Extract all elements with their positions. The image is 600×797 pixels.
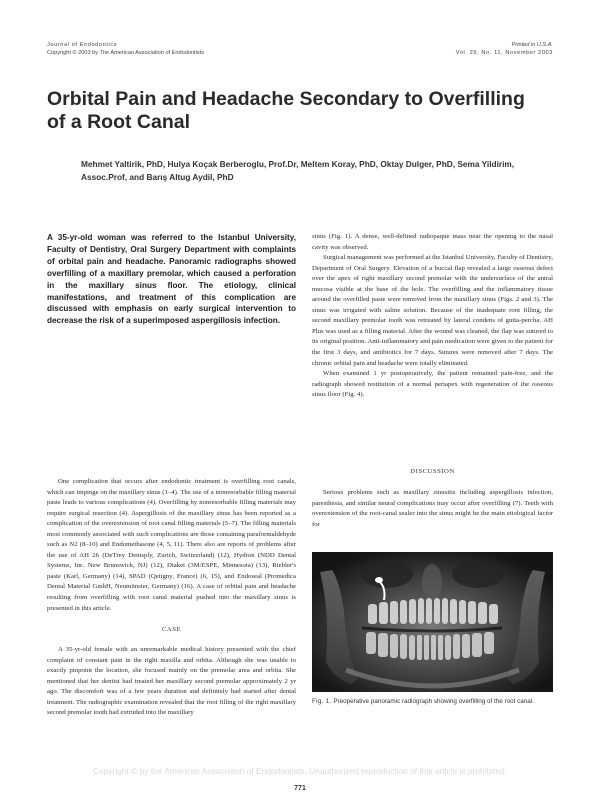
case-continuation-paragraph: sinus (Fig. 1). A dense, well-defined radiopaque mass near the opening to the nasal cavity was observed. bbox=[312, 233, 553, 251]
discussion-section bbox=[312, 488, 553, 530]
case-continuation bbox=[312, 232, 553, 401]
figure-label: Fig. 1. bbox=[312, 698, 332, 705]
surgical-management-paragraph: Surgical management was performed at the Istanbul University, Faculty of Dentistry, Department of Oral Surgery. Elevation of a buccal flap revealed a large osseous defect over the apex of right maxillary second premolar with the undersurface of the antral mucosa visible at the base of the hole. The overfilling and the inflammatory tissue around the overfilled paste were removed from the maxillary sinus (Figs. 2 and 3). The sinus was irrigated with saline solution. Because of the inadequate root filling, the second maxillary premolar tooth was retreated by lateral condens of gutta-percha. AH Plus was used as a filling material. After the wound was cleaned, the flap was sutured to its original position. Anti-inflammatory and pain medication were given to the patient for the first 3 days, and antibiotics for 7 days. Sutures were removed after 7 days. The chronic orbital pain and headache were totally eliminated. bbox=[312, 254, 553, 367]
copyright-watermark: Copyright © by the American Association of Endodontists. Unauthorized reproduction of this article is prohibited. bbox=[93, 766, 507, 776]
followup-paragraph: When examined 1 yr postoperatively, the patient remained pain-free, and the radiograph showed restitution of a normal periapex with regeneration of the osseous sinus floor (Fig. 4). bbox=[312, 370, 553, 399]
abstract: A 35-yr-old woman was referred to the Istanbul University, Faculty of Dentistry, Oral Surgery Department with complaints of orbital pain and headache. Panoramic radiographs showed overfilling of a maxillary premolar, which caused a perforation in the maxillary sinus floor. The etiology, clinical manifestations, and treatment of this complication are discussed with emphasis on early surgical intervention to decrease the risk of a superimposed aspergillosis infection. bbox=[47, 233, 296, 326]
volume-line: Vol. 29, No. 11, November 2003 bbox=[455, 49, 553, 56]
panoramic-radiograph bbox=[312, 552, 553, 692]
printed-in-line: Printed in U.S.A. bbox=[511, 42, 553, 48]
introduction-paragraph: One complication that occurs after endodontic treatment is overfilling root canals, which can impinge on the maxillary sinus (1–4). The use of a nonresorbable filling material paste leads to various complications (4). Overfilling by nonresorbable filling materials may require surgical resection (4). Aspergillosis of the maxillary sinus has been reported as a complication of the overextension of root canal filling materials (5–7). The filling materials most commonly associated with such complications are those containing paraformaldehyde such as N2 (8–10) and Endomethasone (4, 5, 11). There also are reports of problems after the use of AH 26 (DeTrey Dentsply, Zurich, Switzerland) (12), Hydron (NDD Dental Systems, Inc. New Brunswick, NJ) (12), Diaket (3M/ESPE, Minnesota) (13), Riebler's paste (Karl, Germany) (14), SPAD (Qetigny, France) (6, 15), and Endoseal (Promedica Dental Material GmbH, Neumünster, Germany) (16). A case of orbital pain and headache resulting from overfilling with root canal material pushed into the maxillary sinus is presented in this article. bbox=[47, 478, 296, 612]
introduction-section bbox=[47, 477, 296, 614]
running-header-right bbox=[456, 42, 553, 57]
page-number: 771 bbox=[294, 785, 306, 792]
figure-caption bbox=[312, 698, 553, 707]
journal-name: Journal of Endodontics bbox=[47, 42, 118, 48]
discussion-heading: DISCUSSION bbox=[410, 468, 455, 475]
copyright-line: Copyright © 2003 by The American Association of Endodontists bbox=[47, 49, 205, 56]
case-paragraph: A 35-yr-old female with an unremarkable medical history presented with the chief complaint of constant pain in the right maxilla and orbita. Although she was unable to exactly pinpoint the location, she focused mainly on the premolar area and orbita. She mentioned that her dentist had treated her maxillary second premolar approximately 2 yr ago. The discomfort was of a few years duration and definitely had started after dental treatment. The radiographic examination revealed that the root filling of the right maxillary second premolar tooth had extruded into the maxillary bbox=[47, 646, 296, 717]
discussion-paragraph: Serious problems such as maxillary sinusitis including aspergillosis infection, paresthesia, and similar neural complications may occur after overfilling (7). Teeth with overextension of the root-canal sealer into the sinus might be the main etiological factor for bbox=[312, 489, 553, 528]
case-section bbox=[47, 645, 296, 719]
author-list: Mehmet Yaltirik, PhD, Hulya Koçak Berberoglu, Prof.Dr, Meltem Koray, PhD, Oktay Dulger, PhD, Sema Yildirim, Assoc.Prof, and Barış Altug Aydil, PhD bbox=[81, 159, 515, 182]
figure-caption-text: Preoperative panoramic radiograph showing overfilling of the root canal. bbox=[333, 698, 534, 705]
article-title: Orbital Pain and Headache Secondary to Overfilling of a Root Canal bbox=[47, 88, 525, 133]
running-header-left bbox=[47, 42, 204, 57]
case-heading: CASE bbox=[161, 626, 182, 633]
